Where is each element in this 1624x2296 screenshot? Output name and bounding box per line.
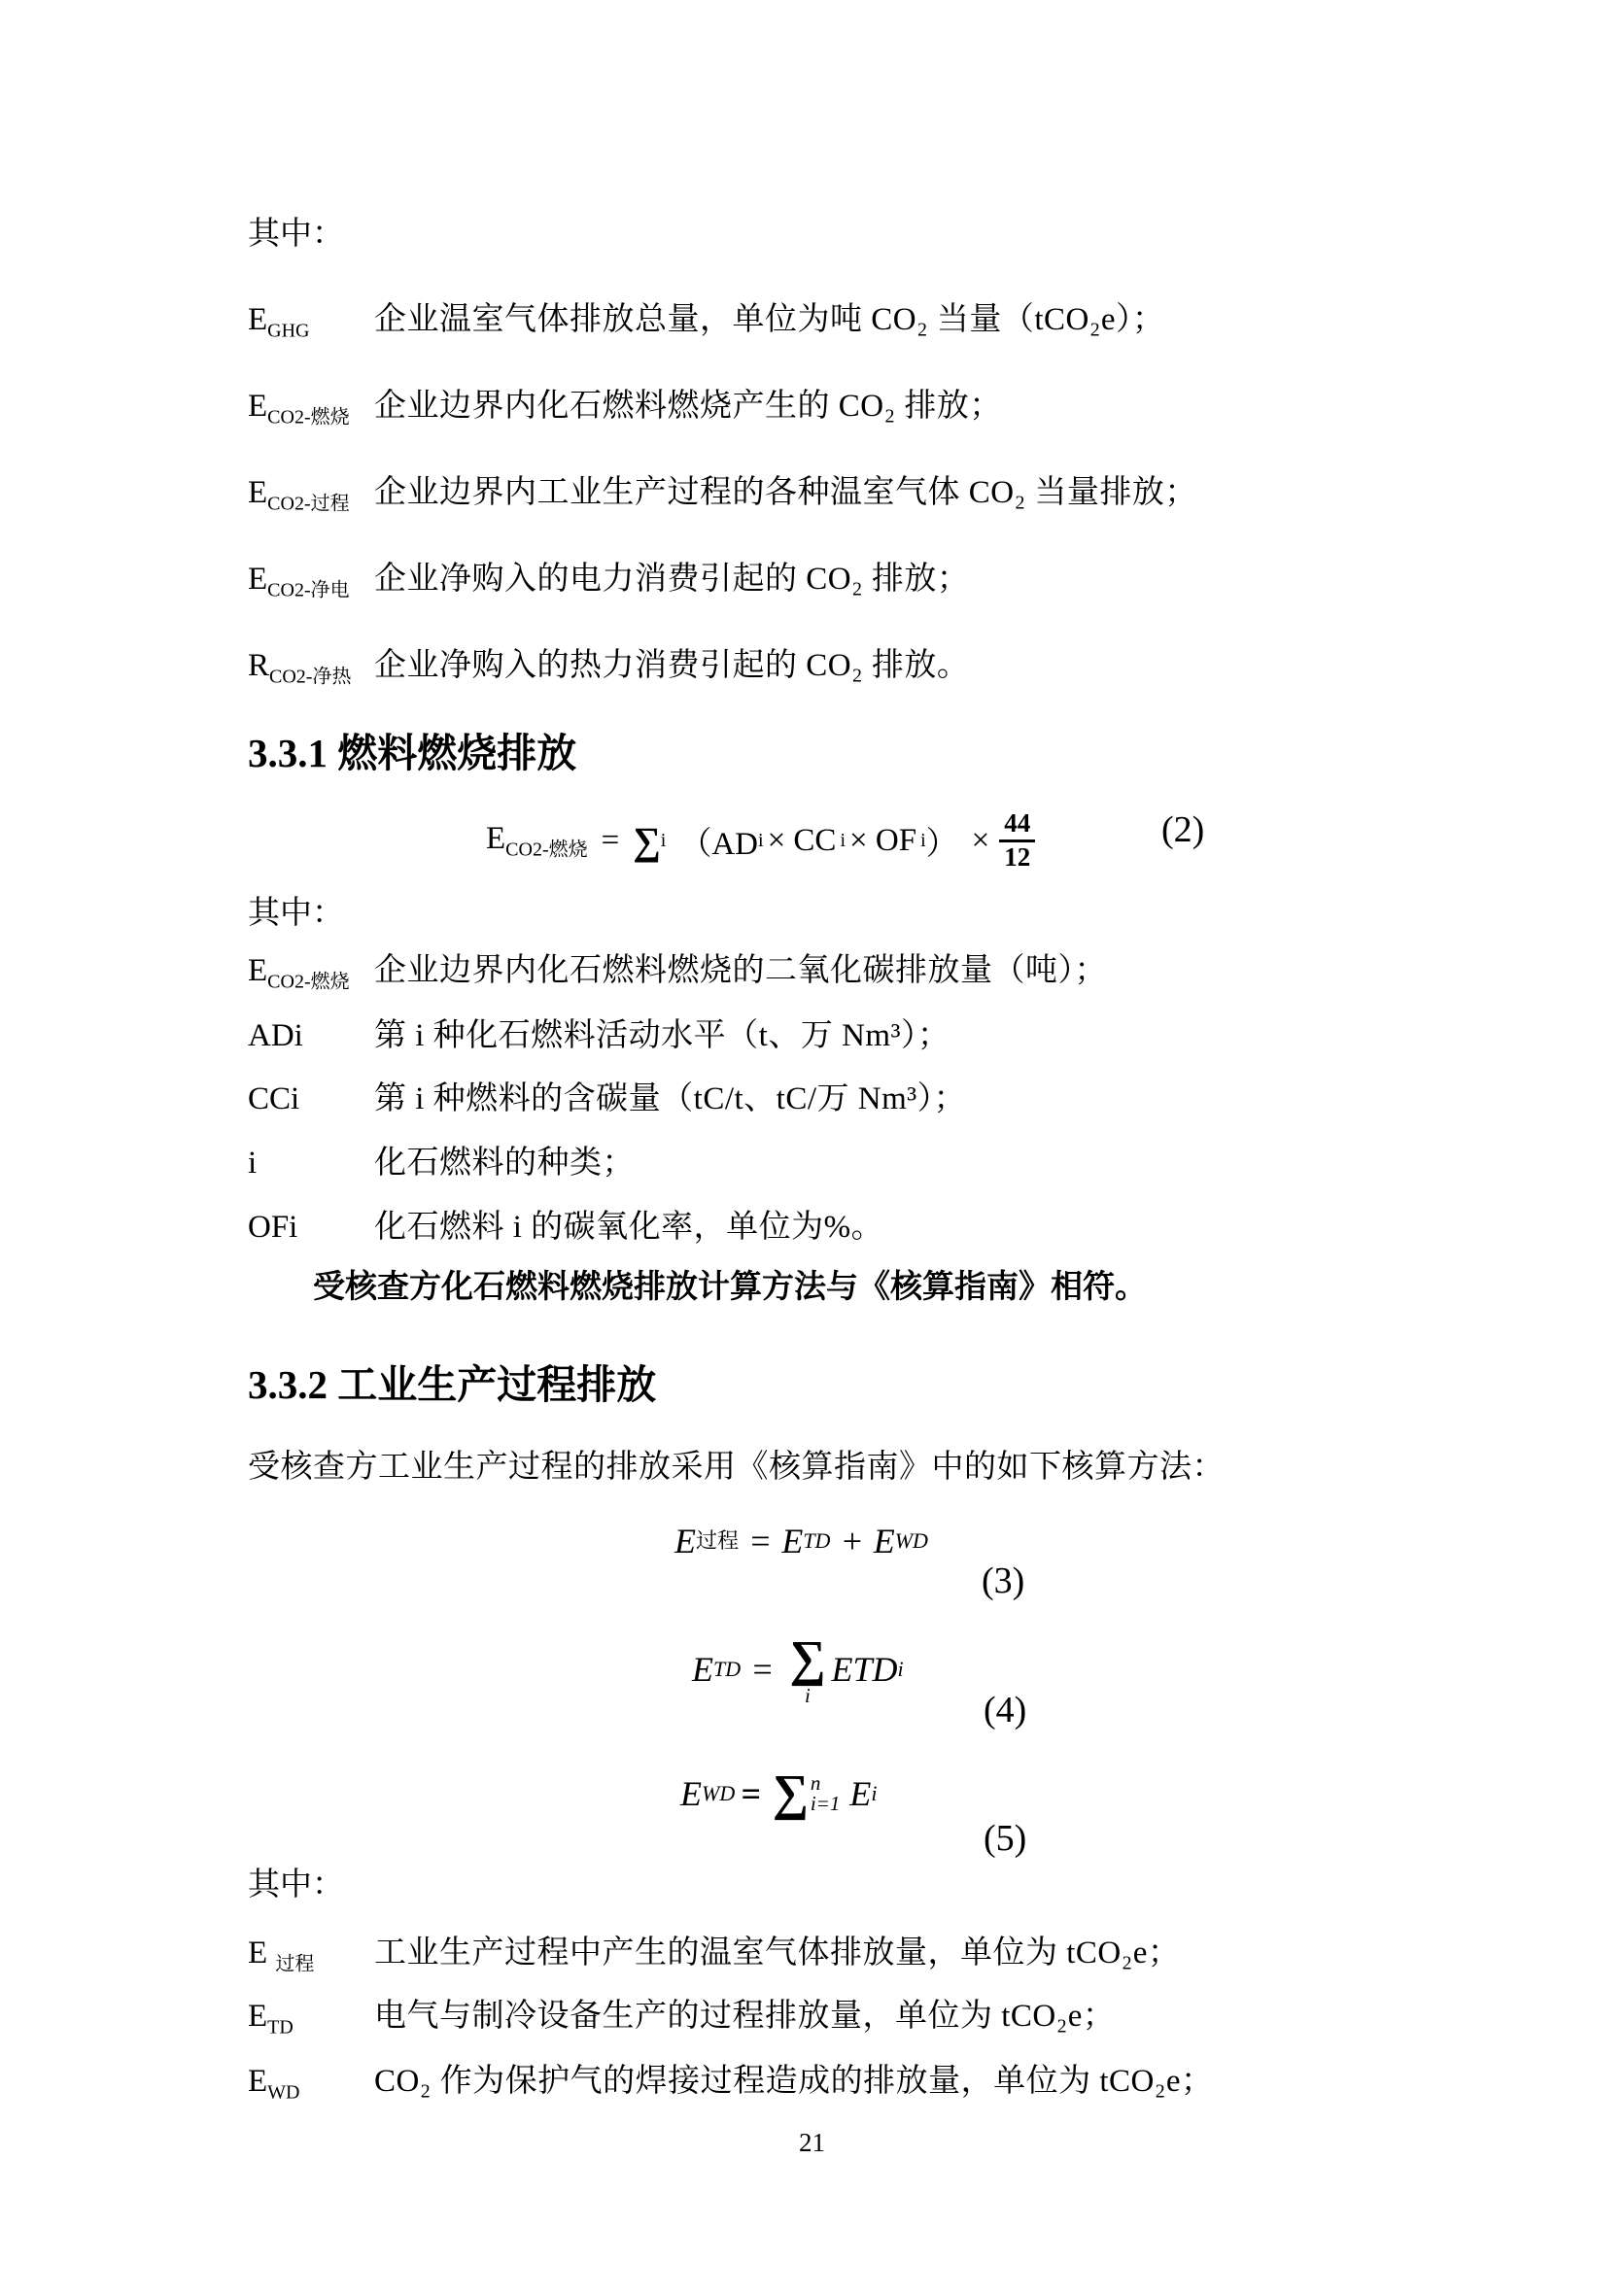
where-label-1: 其中： [248,217,344,252]
symbol-label: $E_{CO2-过程}$ [248,475,350,515]
symbol-subscript: 过程 [275,1953,315,1975]
definition-text: 企业温室气体排放总量，单位为吨 CO₂ 当量（tCO₂e）； [374,302,1165,337]
definition-row [248,1990,1472,2038]
equation-number-5: (5) [984,1818,1027,1859]
formula-3: E 过程 = E TD + E WD [674,1522,928,1560]
fraction-44-12: $\frac{44}{12}$ [999,808,1035,872]
section-heading-331: 3.3.1 燃料燃烧排放 [248,731,577,775]
definition-row [248,553,1472,600]
symbol-subscript: CO2-燃烧 [267,971,350,993]
symbol-subscript: CO2-净热 [269,666,352,688]
symbol-label: i [248,1146,258,1181]
symbol-label: $E_{CO2-燃烧}$ [248,953,350,993]
equals-sign: = [748,1522,773,1560]
sigma-limits: n i=1 [810,1771,841,1815]
definition-row [248,1073,1472,1120]
definition-row [248,944,1472,992]
symbol-subscript: GHG [267,320,310,342]
definition-row [248,1201,1472,1249]
plus-sign: + [840,1522,864,1560]
equation-number-3: (3) [982,1560,1025,1601]
definition-row [248,293,1472,341]
symbol-label: OFi [248,1210,298,1245]
symbol-label: $E_{CO2-净电}$ [248,562,350,601]
definition-row [248,639,1472,687]
definition-text: 企业净购入的热力消费引起的 CO₂ 排放。 [374,648,970,683]
definition-text: CO₂ 作为保护气的焊接过程造成的排放量，单位为 tCO₂e； [374,2064,1214,2099]
section-heading-332: 3.3.2 工业生产过程排放 [248,1362,657,1407]
symbol-label: CCi [248,1081,300,1116]
symbol-subscript: CO2-净电 [267,579,350,601]
definition-row [248,2055,1472,2103]
definition-text: 第 i 种燃料的含碳量（tC/t、tC/万 Nm³）； [374,1081,967,1116]
sigma-symbol: ∑ i [789,1631,826,1707]
definition-row [248,466,1472,514]
equals-sign: = [750,1650,775,1690]
symbol-label: $R_{CO2-净热}$ [248,648,352,688]
equals-sign: = [601,822,620,858]
symbol-subscript: WD [267,2081,300,2104]
formula-2: $E_{CO2-燃烧}$ = ∑ i （AD i × CC i × OF i ） × $\frac{44}{12}$ [486,799,1035,882]
page-number: 21 [799,2128,825,2157]
definition-text: 工业生产过程中产生的温室气体排放量，单位为 tCO₂e； [374,1936,1181,1970]
where-label-3: 其中： [248,1868,344,1902]
definition-text: 企业边界内化石燃料燃烧产生的 CO₂ 排放； [374,389,1002,424]
definition-text: 企业边界内工业生产过程的各种温室气体 CO₂ 当量排放； [374,475,1197,510]
definition-text: 企业边界内化石燃料燃烧的二氧化碳排放量（吨）； [374,953,1107,988]
times-sign: × [971,822,990,858]
symbol-label: E $_{过程}$ [248,1936,315,1975]
definition-text: 化石燃料 i 的碳氧化率，单位为%。 [374,1210,884,1245]
sigma-symbol: ∑ [633,818,661,863]
equals-sign: = [741,1774,761,1813]
definition-row [248,1927,1472,1974]
formula-5: E WD = ∑ n i=1 E i [680,1765,878,1821]
symbol-label: $E_{CO2-燃烧}$ [248,389,350,428]
symbol-subscript: TD [267,2016,294,2039]
symbol-label: ADi [248,1018,303,1053]
symbol-subscript: CO2-过程 [267,493,350,515]
conformity-note: 受核查方化石燃料燃烧排放计算方法与《核算指南》相符。 [313,1270,1147,1305]
definition-text: 电气与制冷设备生产的过程排放量，单位为 tCO₂e； [374,1999,1116,2034]
symbol-label: $E_{WD}$ [248,2064,300,2104]
definition-row [248,1137,1472,1184]
formula2-lhs: $E_{CO2-燃烧}$ [486,821,588,861]
definition-row [248,380,1472,428]
definition-text: 第 i 种化石燃料活动水平（t、万 Nm³）； [374,1018,950,1053]
symbol-label: $E_{GHG}$ [248,302,310,342]
definition-row [248,1010,1472,1057]
formula-4: E TD = ∑ i ETD i [692,1631,904,1707]
equation-number-2: (2) [1161,809,1205,850]
definition-text: 企业净购入的电力消费引起的 CO₂ 排放； [374,562,970,597]
where-label-2: 其中： [248,896,344,931]
paragraph-332: 受核查方工业生产过程的排放采用《核算指南》中的如下核算方法： [248,1450,1225,1485]
definition-text: 化石燃料的种类； [374,1146,635,1181]
symbol-subscript: CO2-燃烧 [267,406,350,428]
symbol-label: $E_{TD}$ [248,1999,294,2039]
sigma-symbol: ∑ [772,1765,809,1821]
equation-number-4: (4) [984,1690,1027,1731]
